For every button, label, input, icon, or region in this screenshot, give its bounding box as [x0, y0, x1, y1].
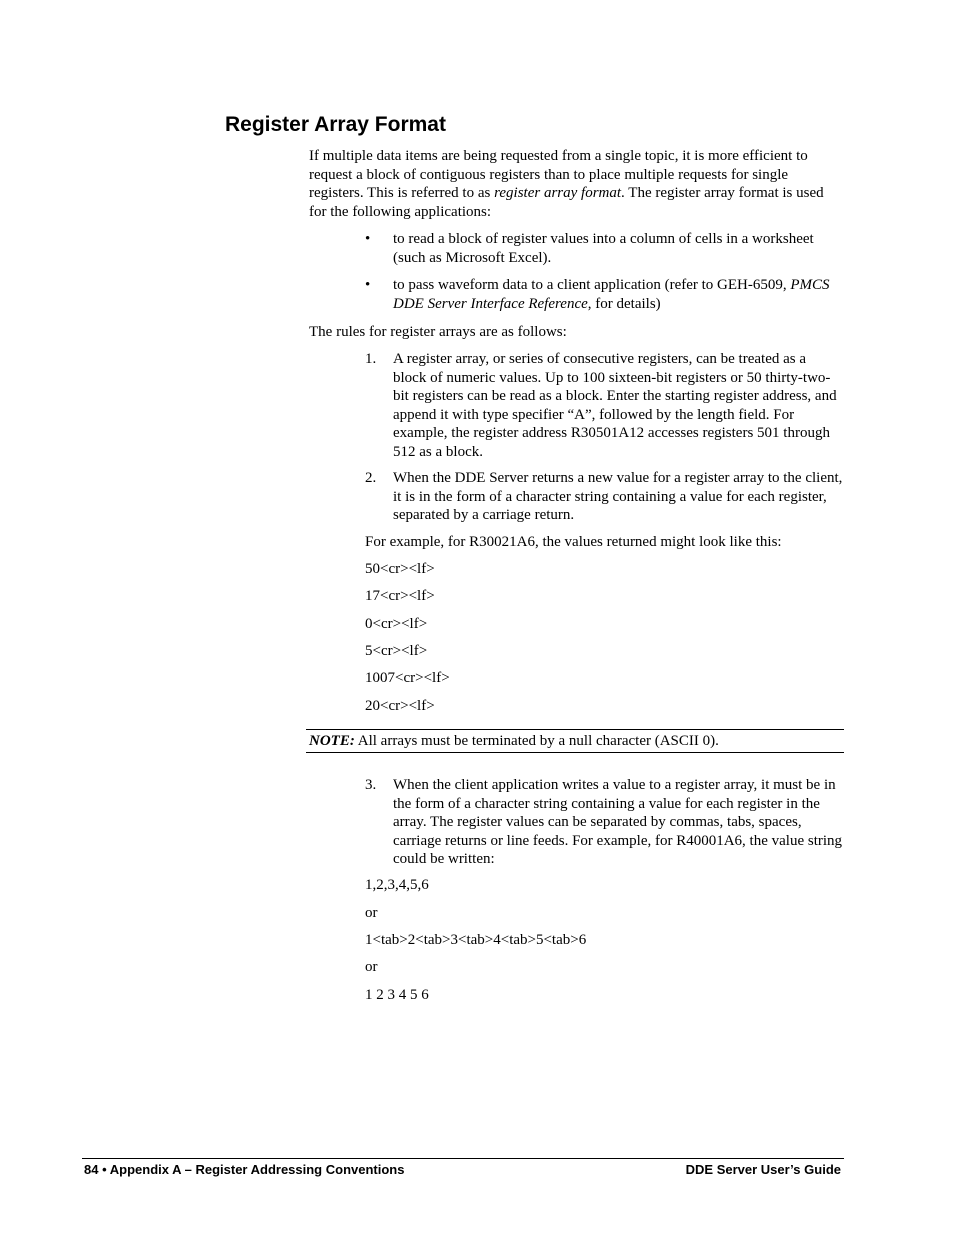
write-example-line: 1 2 3 4 5 6	[365, 987, 429, 1003]
note-box	[306, 729, 844, 753]
section-heading: Register Array Format	[225, 113, 446, 136]
returned-value-line: 50<cr><lf>	[365, 561, 435, 577]
rules-list	[365, 350, 843, 533]
bullet-text-2: , for details)	[587, 295, 661, 312]
write-example-line: 1,2,3,4,5,6	[365, 877, 429, 893]
bullet-icon: •	[365, 231, 371, 247]
application-bullet-list	[365, 230, 840, 322]
rule-number: 3.	[365, 777, 377, 793]
write-example-or: or	[365, 959, 378, 975]
rule-item	[365, 776, 843, 869]
returned-value-line: 20<cr><lf>	[365, 698, 435, 714]
bullet-italic-reference: PMCS DDE Server Interface Reference	[393, 277, 830, 312]
rule-number: 2.	[365, 470, 377, 486]
note-body: All arrays must be terminated by a null character (ASCII 0).	[354, 733, 719, 749]
rule-item	[365, 469, 843, 525]
footer-left: 84 • Appendix A – Register Addressing Conventions	[84, 1162, 405, 1177]
intro-text-1: If multiple data items are being requested from a single topic, it is more efficient to request a block of contiguous registers than to place multiple requests for single registers. This is referred to as	[309, 148, 808, 201]
bullet-text: to read a block of register values into a column of cells in a worksheet (such as Microsoft Excel).	[393, 231, 814, 266]
write-example-or: or	[365, 905, 378, 921]
rule-text: A register array, or series of consecutive registers, can be treated as a block of numeric values. Up to 100 sixteen-bit registers or 50 thirty-two-bit registers can be read as a block. Enter the starting register address, and append it with type specifier “A”, followed by the length field. For example, the register address R30501A12 accesses registers 501 through 512 as a block.	[393, 351, 837, 460]
intro-italic-term: register array format	[494, 185, 622, 201]
bullet-item	[365, 230, 840, 267]
bullet-text-1: to pass waveform data to a client application (refer to GEH-6509,	[393, 277, 791, 293]
intro-text-2: . The register array format is used for the following applications:	[309, 185, 824, 220]
note-label: NOTE:	[309, 733, 355, 749]
rule-text: When the DDE Server returns a new value for a register array to the client, it is in the form of a character string containing a value for each register, separated by a carriage return.	[393, 470, 843, 523]
footer-rule	[82, 1158, 844, 1159]
rule-text: When the client application writes a value to a register array, it must be in the form of a character string containing a value for each register in the array. The register values can be separated by commas, tabs, spaces, carriage returns or line feeds. For example, for R40001A6, the value string could be written:	[393, 777, 843, 867]
rules-list-continued	[365, 776, 843, 877]
rules-intro: The rules for register arrays are as follows:	[309, 324, 567, 340]
bullet-item	[365, 276, 840, 313]
footer-right: DDE Server User’s Guide	[685, 1162, 841, 1177]
example-intro: For example, for R30021A6, the values returned might look like this:	[365, 534, 782, 550]
returned-value-line: 17<cr><lf>	[365, 588, 435, 604]
bullet-icon: •	[365, 277, 371, 293]
write-example-line: 1<tab>2<tab>3<tab>4<tab>5<tab>6	[365, 932, 587, 948]
returned-value-line: 0<cr><lf>	[365, 616, 428, 632]
rule-item	[365, 350, 843, 461]
returned-value-line: 5<cr><lf>	[365, 643, 428, 659]
intro-paragraph	[309, 147, 839, 221]
returned-value-line: 1007<cr><lf>	[365, 670, 450, 686]
rule-number: 1.	[365, 351, 377, 367]
note-text	[309, 732, 719, 751]
